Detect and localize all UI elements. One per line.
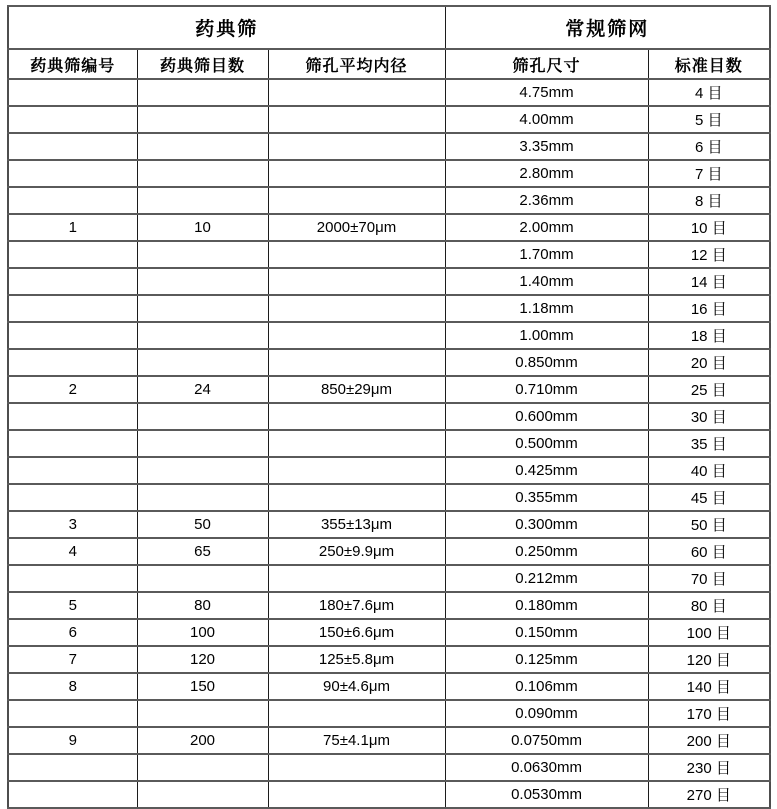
column-header-2: 筛孔平均内径 bbox=[268, 49, 445, 79]
table-cell bbox=[137, 565, 268, 592]
table-cell bbox=[268, 403, 445, 430]
table-row bbox=[8, 646, 770, 673]
table-cell bbox=[137, 484, 268, 511]
table-cell bbox=[8, 457, 137, 484]
table-cell bbox=[268, 457, 445, 484]
table-cell: 2 bbox=[8, 376, 137, 403]
table-cell: 0.125mm bbox=[445, 646, 648, 673]
table-cell bbox=[137, 403, 268, 430]
table-cell: 50 目 bbox=[648, 511, 770, 538]
table-cell bbox=[137, 187, 268, 214]
table-cell: 0.850mm bbox=[445, 349, 648, 376]
table-cell: 4 目 bbox=[648, 79, 770, 106]
table-cell: 5 目 bbox=[648, 106, 770, 133]
table-cell: 850±29μm bbox=[268, 376, 445, 403]
table-cell: 150±6.6μm bbox=[268, 619, 445, 646]
table-cell: 270 目 bbox=[648, 781, 770, 808]
table-cell bbox=[8, 106, 137, 133]
table-cell bbox=[137, 700, 268, 727]
table-row bbox=[8, 349, 770, 376]
table-cell: 20 目 bbox=[648, 349, 770, 376]
table-cell: 355±13μm bbox=[268, 511, 445, 538]
table-cell bbox=[268, 79, 445, 106]
table-row bbox=[8, 376, 770, 403]
table-cell: 8 bbox=[8, 673, 137, 700]
table-row bbox=[8, 133, 770, 160]
table-cell: 0.355mm bbox=[445, 484, 648, 511]
table-cell bbox=[268, 700, 445, 727]
table-cell: 5 bbox=[8, 592, 137, 619]
table-cell: 100 目 bbox=[648, 619, 770, 646]
table-cell: 16 目 bbox=[648, 295, 770, 322]
table-cell: 80 目 bbox=[648, 592, 770, 619]
group-header-0: 药典筛 bbox=[8, 6, 445, 49]
table-cell: 7 bbox=[8, 646, 137, 673]
table-cell: 120 目 bbox=[648, 646, 770, 673]
table-cell: 6 目 bbox=[648, 133, 770, 160]
table-cell bbox=[268, 106, 445, 133]
table-cell bbox=[268, 133, 445, 160]
table-cell: 75±4.1μm bbox=[268, 727, 445, 754]
table-row bbox=[8, 592, 770, 619]
table-cell: 25 目 bbox=[648, 376, 770, 403]
table-cell: 1.70mm bbox=[445, 241, 648, 268]
table-cell bbox=[8, 268, 137, 295]
table-cell: 65 bbox=[137, 538, 268, 565]
group-header-1: 常规筛网 bbox=[445, 6, 770, 49]
table-cell bbox=[137, 457, 268, 484]
table-cell: 1.00mm bbox=[445, 322, 648, 349]
table-row bbox=[8, 79, 770, 106]
table-cell bbox=[268, 754, 445, 781]
table-cell: 0.300mm bbox=[445, 511, 648, 538]
table-cell bbox=[268, 160, 445, 187]
column-header-row bbox=[8, 49, 770, 79]
table-row bbox=[8, 160, 770, 187]
table-cell: 3 bbox=[8, 511, 137, 538]
table-cell: 2.00mm bbox=[445, 214, 648, 241]
table-cell: 1.18mm bbox=[445, 295, 648, 322]
table-cell: 2000±70μm bbox=[268, 214, 445, 241]
table-cell bbox=[268, 295, 445, 322]
table-cell: 9 bbox=[8, 727, 137, 754]
table-cell bbox=[268, 349, 445, 376]
table-cell: 150 bbox=[137, 673, 268, 700]
table-cell: 100 bbox=[137, 619, 268, 646]
table-cell: 2.80mm bbox=[445, 160, 648, 187]
table-row bbox=[8, 403, 770, 430]
table-row bbox=[8, 457, 770, 484]
table-cell bbox=[8, 295, 137, 322]
table-cell: 1.40mm bbox=[445, 268, 648, 295]
table-cell: 0.150mm bbox=[445, 619, 648, 646]
table-cell: 0.090mm bbox=[445, 700, 648, 727]
table-row bbox=[8, 619, 770, 646]
table-cell: 14 目 bbox=[648, 268, 770, 295]
table-cell bbox=[8, 322, 137, 349]
table-cell bbox=[8, 403, 137, 430]
table-cell: 4 bbox=[8, 538, 137, 565]
table-cell bbox=[268, 565, 445, 592]
table-row bbox=[8, 241, 770, 268]
table-cell: 50 bbox=[137, 511, 268, 538]
group-header-row bbox=[8, 6, 770, 49]
table-cell: 90±4.6μm bbox=[268, 673, 445, 700]
table-cell: 12 目 bbox=[648, 241, 770, 268]
table-cell: 70 目 bbox=[648, 565, 770, 592]
table-cell: 45 目 bbox=[648, 484, 770, 511]
table-row bbox=[8, 430, 770, 457]
table-cell bbox=[268, 484, 445, 511]
table-cell bbox=[8, 565, 137, 592]
table-cell: 0.250mm bbox=[445, 538, 648, 565]
table-row bbox=[8, 565, 770, 592]
table-cell: 0.425mm bbox=[445, 457, 648, 484]
table-cell bbox=[8, 430, 137, 457]
table-cell: 6 bbox=[8, 619, 137, 646]
table-cell bbox=[137, 754, 268, 781]
table-cell bbox=[8, 133, 137, 160]
table-cell: 40 目 bbox=[648, 457, 770, 484]
table-cell bbox=[8, 349, 137, 376]
table-row bbox=[8, 754, 770, 781]
table-cell: 4.75mm bbox=[445, 79, 648, 106]
table-cell bbox=[137, 349, 268, 376]
table-row bbox=[8, 484, 770, 511]
table-cell: 0.180mm bbox=[445, 592, 648, 619]
column-header-4: 标准目数 bbox=[648, 49, 770, 79]
table-cell: 125±5.8μm bbox=[268, 646, 445, 673]
table-row bbox=[8, 268, 770, 295]
table-cell: 30 目 bbox=[648, 403, 770, 430]
table-cell: 2.36mm bbox=[445, 187, 648, 214]
table-cell bbox=[8, 160, 137, 187]
table-row bbox=[8, 295, 770, 322]
table-cell bbox=[8, 754, 137, 781]
table-cell bbox=[137, 106, 268, 133]
table-cell bbox=[137, 781, 268, 808]
table-cell: 80 bbox=[137, 592, 268, 619]
table-cell bbox=[8, 781, 137, 808]
table-cell: 0.212mm bbox=[445, 565, 648, 592]
column-header-1: 药典筛目数 bbox=[137, 49, 268, 79]
table-row bbox=[8, 106, 770, 133]
table-row bbox=[8, 700, 770, 727]
table-cell bbox=[137, 430, 268, 457]
table-cell: 170 目 bbox=[648, 700, 770, 727]
table-cell: 18 目 bbox=[648, 322, 770, 349]
table-cell bbox=[137, 322, 268, 349]
table-cell bbox=[8, 187, 137, 214]
table-row bbox=[8, 214, 770, 241]
table-body bbox=[8, 79, 770, 808]
table-cell: 4.00mm bbox=[445, 106, 648, 133]
table-cell: 250±9.9μm bbox=[268, 538, 445, 565]
table-cell: 0.600mm bbox=[445, 403, 648, 430]
table-cell bbox=[268, 430, 445, 457]
table-cell: 0.710mm bbox=[445, 376, 648, 403]
table-cell: 10 bbox=[137, 214, 268, 241]
table-cell bbox=[137, 133, 268, 160]
table-cell bbox=[268, 241, 445, 268]
table-row bbox=[8, 538, 770, 565]
table-cell: 0.500mm bbox=[445, 430, 648, 457]
column-header-3: 筛孔尺寸 bbox=[445, 49, 648, 79]
table-cell bbox=[8, 484, 137, 511]
table-row bbox=[8, 727, 770, 754]
sieve-comparison-table bbox=[7, 5, 771, 809]
table-cell: 7 目 bbox=[648, 160, 770, 187]
table-cell bbox=[268, 268, 445, 295]
table-cell: 140 目 bbox=[648, 673, 770, 700]
table-row bbox=[8, 673, 770, 700]
table-cell: 35 目 bbox=[648, 430, 770, 457]
table-cell bbox=[137, 295, 268, 322]
table-head bbox=[8, 6, 770, 79]
table-cell bbox=[268, 322, 445, 349]
table-cell bbox=[8, 241, 137, 268]
table-cell: 3.35mm bbox=[445, 133, 648, 160]
table-cell bbox=[8, 700, 137, 727]
table-cell: 24 bbox=[137, 376, 268, 403]
table-cell: 120 bbox=[137, 646, 268, 673]
table-cell: 8 目 bbox=[648, 187, 770, 214]
table-cell: 0.0750mm bbox=[445, 727, 648, 754]
table-cell: 60 目 bbox=[648, 538, 770, 565]
table-cell: 230 目 bbox=[648, 754, 770, 781]
table-cell bbox=[137, 160, 268, 187]
table-row bbox=[8, 187, 770, 214]
column-header-0: 药典筛编号 bbox=[8, 49, 137, 79]
table-cell: 0.106mm bbox=[445, 673, 648, 700]
table-row bbox=[8, 511, 770, 538]
table-row bbox=[8, 322, 770, 349]
table-cell bbox=[137, 268, 268, 295]
table-cell: 180±7.6μm bbox=[268, 592, 445, 619]
table-cell bbox=[268, 187, 445, 214]
table-cell: 0.0530mm bbox=[445, 781, 648, 808]
table-cell bbox=[268, 781, 445, 808]
table-cell: 1 bbox=[8, 214, 137, 241]
table-row bbox=[8, 781, 770, 808]
table-cell: 10 目 bbox=[648, 214, 770, 241]
table-cell bbox=[8, 79, 137, 106]
table-cell: 0.0630mm bbox=[445, 754, 648, 781]
table-cell bbox=[137, 241, 268, 268]
table-cell: 200 bbox=[137, 727, 268, 754]
table-cell bbox=[137, 79, 268, 106]
table-cell: 200 目 bbox=[648, 727, 770, 754]
